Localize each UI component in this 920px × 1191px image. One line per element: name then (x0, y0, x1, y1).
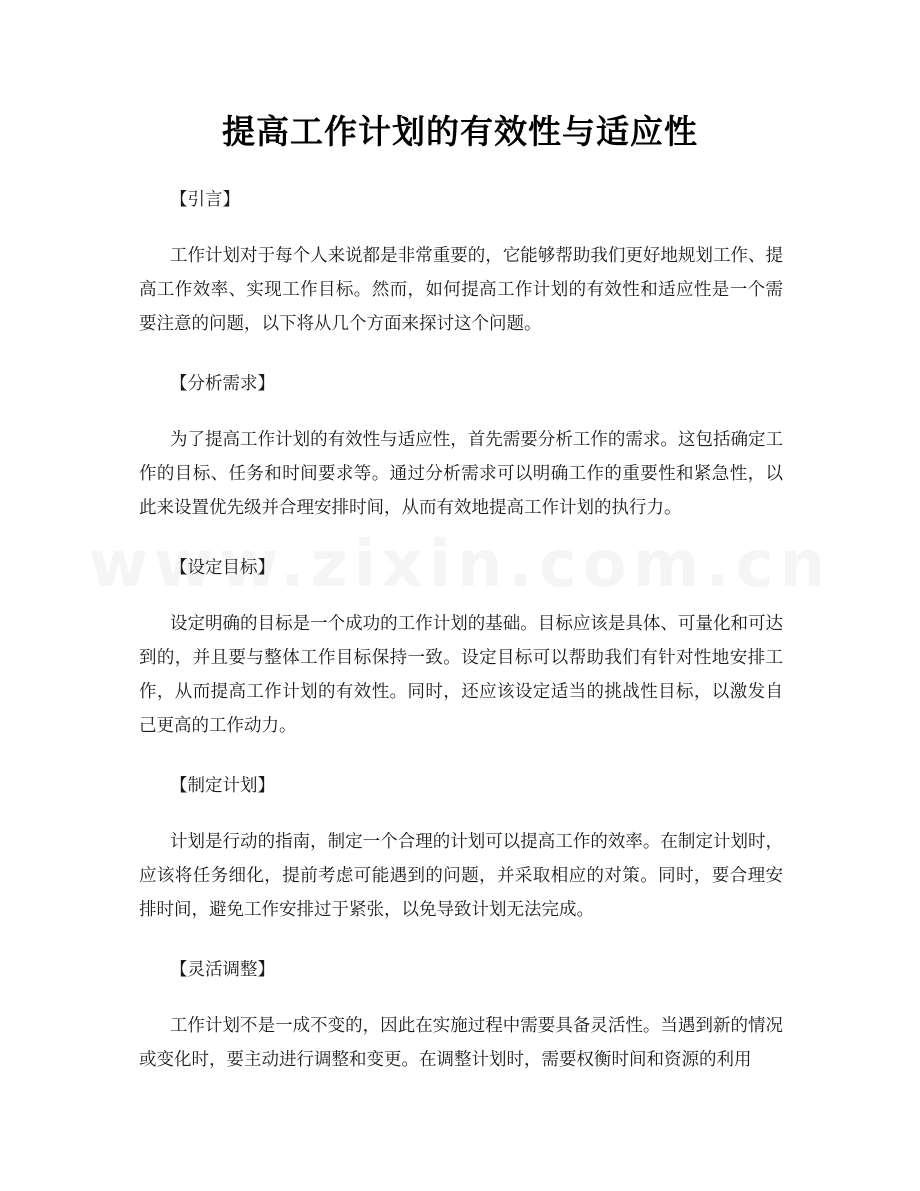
section-paragraph: 计划是行动的指南，制定一个合理的计划可以提高工作的效率。在制定计划时，应该将任务细化，提前考虑可能遇到的问题，并采取相应的对策。同时，要合理安排时间，避免工作安排过于紧张，以免导致计划无法完成。 (139, 832, 783, 920)
section-heading: 【灵活调整】 (170, 960, 275, 980)
section-make-plan (139, 768, 783, 952)
document-title: 提高工作计划的有效性与适应性 (222, 112, 698, 151)
section-paragraph: 工作计划不是一成不变的，因此在实施过程中需要具备灵活性。当遇到新的情况或变化时，要主动进行调整和变更。在调整计划时，需要权衡时间和资源的利用 (139, 1016, 783, 1070)
section-set-goals (139, 550, 783, 768)
section-heading: 【设定目标】 (170, 558, 275, 578)
section-heading: 【引言】 (170, 190, 240, 210)
section-flexible-adjust (139, 952, 783, 1077)
document-body (139, 182, 783, 1077)
section-analyze-needs (139, 366, 783, 550)
section-paragraph: 为了提高工作计划的有效性与适应性，首先需要分析工作的需求。这包括确定工作的目标、任务和时间要求等。通过分析需求可以明确工作的重要性和紧急性，以此来设置优先级并合理安排时间，从而有效地提高工作计划的执行力。 (139, 430, 783, 518)
section-intro (139, 182, 783, 366)
section-paragraph: 工作计划对于每个人来说都是非常重要的，它能够帮助我们更好地规划工作、提高工作效率、实现工作目标。然而，如何提高工作计划的有效性和适应性是一个需要注意的问题，以下将从几个方面来探讨这个问题。 (139, 246, 783, 334)
section-heading: 【制定计划】 (170, 776, 275, 796)
section-heading: 【分析需求】 (170, 374, 275, 394)
section-paragraph: 设定明确的目标是一个成功的工作计划的基础。目标应该是具体、可量化和可达到的，并且要与整体工作目标保持一致。设定目标可以帮助我们有针对性地安排工作，从而提高工作计划的有效性。同时，还应该设定适当的挑战性目标，以激发自己更高的工作动力。 (139, 614, 783, 736)
